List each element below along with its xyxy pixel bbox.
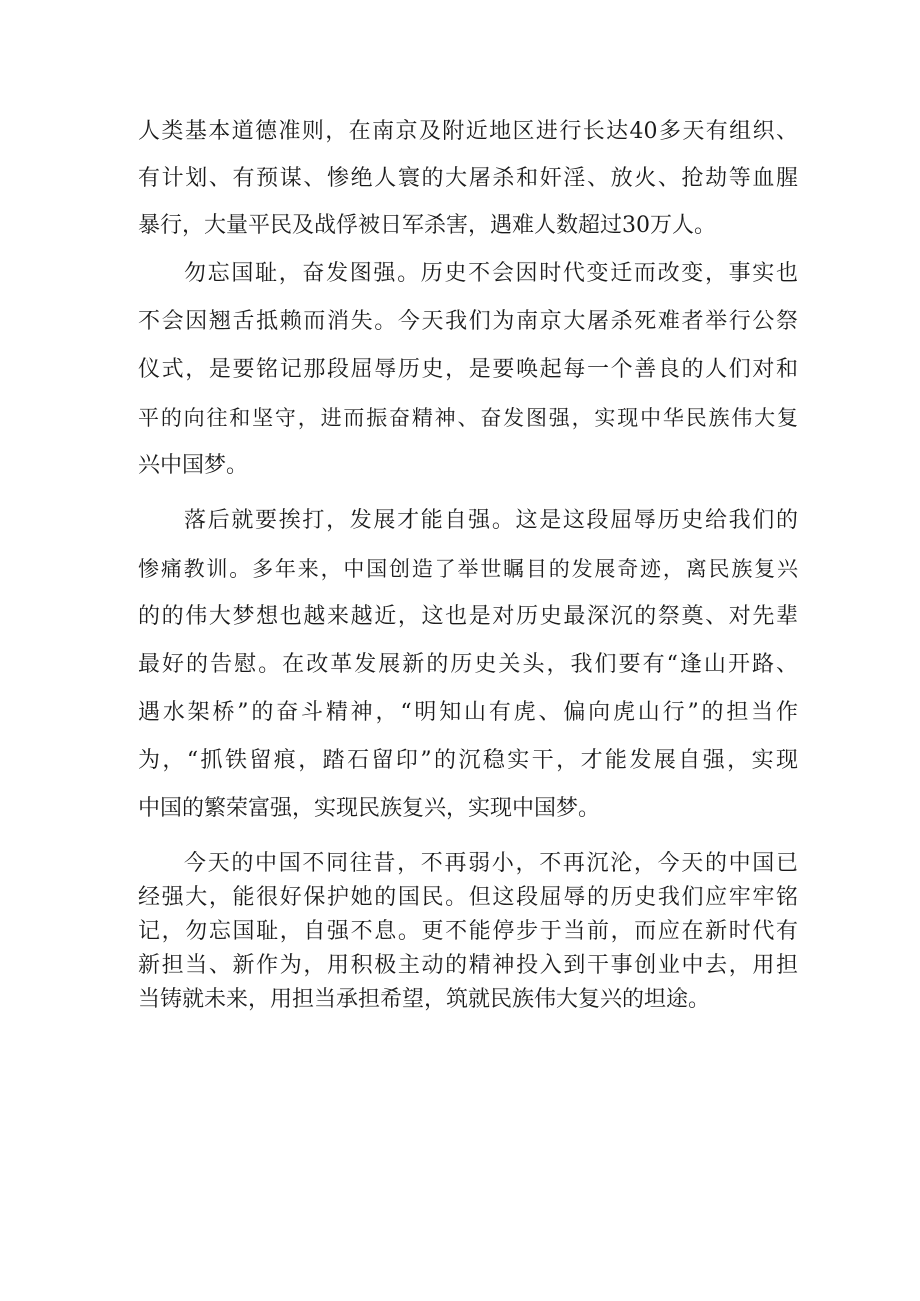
paragraph-2-line-3: 仪式，是要铭记那段屈辱历史，是要唤起每一个善良的人们对和	[138, 357, 798, 382]
paragraph-4-line-4: 新担当、新作为，用积极主动的精神投入到干事创业中去，用担	[138, 953, 798, 978]
paragraph-4-line-2: 经强大，能很好保护她的国民。但这段屈辱的历史我们应牢牢铭	[138, 885, 798, 910]
paragraph-2-line-5: 兴中国梦。	[138, 453, 249, 478]
paragraph-3-line-3: 的的伟大梦想也越来越近，这也是对历史最深沉的祭奠、对先辈	[138, 604, 798, 629]
paragraph-2-line-1: 勿忘国耻，奋发图强。历史不会因时代变迁而改变，事实也	[184, 261, 798, 286]
paragraph-3-line-5: 遇水架桥”的奋斗精神，“明知山有虎、偏向虎山行”的担当作	[138, 700, 798, 725]
paragraph-3-line-6: 为，“抓铁留痕，踏石留印”的沉稳实干，才能发展自强，实现	[138, 748, 798, 773]
paragraph-4-line-5: 当铸就未来，用担当承担希望，筑就民族伟大复兴的坦途。	[138, 987, 711, 1012]
paragraph-2-line-4: 平的向往和坚守，进而振奋精神、奋发图强，实现中华民族伟大复	[138, 406, 798, 430]
paragraph-2-line-2: 不会因翘舌抵赖而消失。今天我们为南京大屠杀死难者举行公祭	[138, 309, 798, 334]
paragraph-4-line-3: 记，勿忘国耻，自强不息。更不能停步于当前，而应在新时代有	[138, 919, 798, 944]
paragraph-3-line-2: 惨痛教训。多年来，中国创造了举世瞩目的发展奇迹，离民族复兴	[138, 557, 798, 581]
paragraph-1-line-3: 暴行，大量平民及战俘被日军杀害，遇难人数超过30万人。	[138, 213, 716, 238]
paragraph-3-line-1: 落后就要挨打，发展才能自强。这是这段屈辱历史给我们的	[184, 508, 798, 533]
paragraph-3-line-7: 中国的繁荣富强，实现民族复兴，实现中国梦。	[138, 796, 601, 821]
paragraph-1-line-2: 有计划、有预谋、惨绝人寰的大屠杀和奸淫、放火、抢劫等血腥	[138, 166, 798, 191]
paragraph-4-line-1: 今天的中国不同往昔，不再弱小，不再沉沦，今天的中国已	[184, 851, 798, 876]
paragraph-3-line-4: 最好的告慰。在改革发展新的历史关头，我们要有“逢山开路、	[138, 652, 798, 677]
paragraph-1-line-1: 人类基本道德准则，在南京及附近地区进行长达40多天有组织、	[138, 119, 798, 144]
